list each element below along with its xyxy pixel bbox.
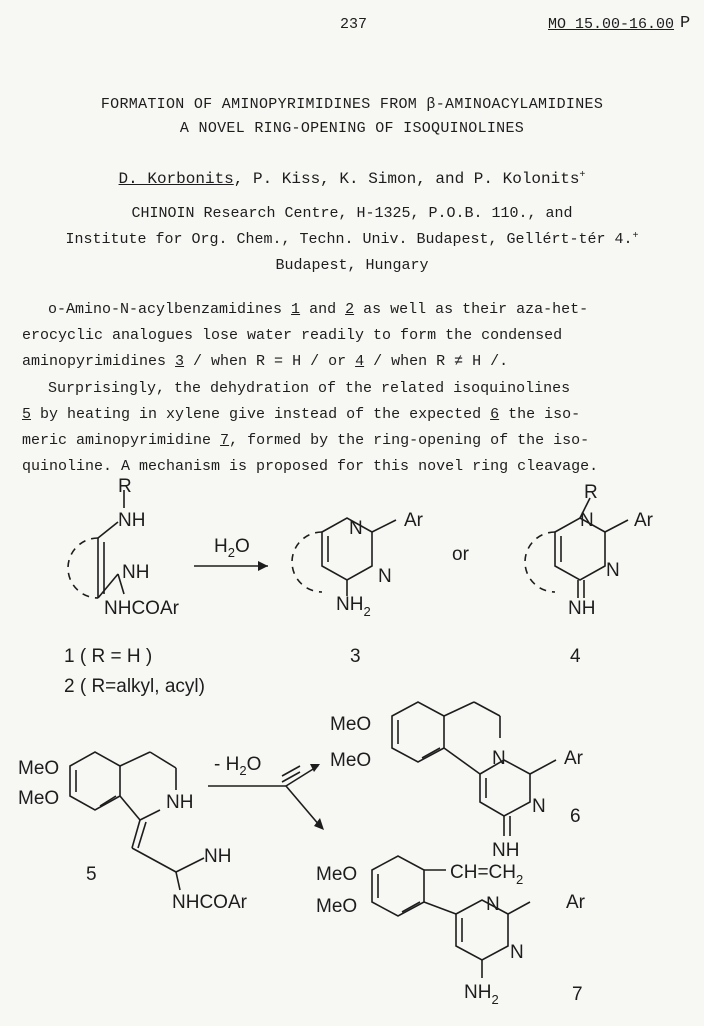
- compound-label-3: 3: [350, 646, 361, 667]
- imine-nh-label: NH: [204, 846, 232, 867]
- compound-label-2: 2 ( R=alkyl, acyl): [64, 676, 205, 697]
- compound-label-6: 6: [570, 806, 581, 827]
- affiliation-line-2: Institute for Org. Chem., Techn. Univ. Budapest, Gellért-tér 4.+: [65, 231, 639, 248]
- n-atom: N: [532, 796, 546, 817]
- r-group: R: [584, 482, 598, 503]
- dehydration-arrows: [208, 754, 324, 830]
- session-letter: P: [680, 14, 691, 33]
- nh-label: NH: [166, 792, 194, 813]
- ar-group: Ar: [634, 510, 653, 531]
- session-time: MO 15.00-16.00: [548, 16, 675, 33]
- n-atom: N: [580, 510, 594, 531]
- amino-label: $NH_2$: [464, 982, 499, 1007]
- compound-label-4: 4: [570, 646, 581, 667]
- svg-text:NH2: $NH_2$: [336, 594, 371, 619]
- dashed-ring: [68, 538, 98, 598]
- compound-ref: 6: [490, 406, 500, 423]
- nhcoar-label: NHCOAr: [172, 892, 247, 913]
- dehydration-arrow: [194, 536, 268, 571]
- dashed-ring: [292, 532, 322, 592]
- methoxy-label: MeO: [316, 896, 358, 917]
- dashed-ring: [525, 532, 555, 592]
- compound-5-structure: [18, 752, 248, 913]
- compound-ref: 7: [220, 432, 230, 449]
- ar-group: Ar: [566, 892, 585, 913]
- author-mark: +: [579, 170, 586, 181]
- ar-group: Ar: [404, 510, 423, 531]
- ar-group: Ar: [564, 748, 583, 769]
- compound-label-7: 7: [572, 984, 583, 1005]
- abstract-line: 5 by heating in xylene give instead of the expected 6 the iso-: [22, 406, 581, 423]
- imine-nh-label: NH: [122, 562, 150, 583]
- compound-4-structure: [525, 482, 654, 619]
- affiliation-line-3: Budapest, Hungary: [275, 257, 429, 274]
- abstract-line: quinoline. A mechanism is proposed for this novel ring cleavage.: [22, 458, 599, 475]
- methoxy-label: MeO: [330, 750, 372, 771]
- page-number: 237: [340, 16, 368, 33]
- abstract-line: o-Amino-N-acylbenzamidines 1 and 2 as well as their aza-het-: [48, 301, 589, 318]
- title-line-1: FORMATION OF AMINOPYRIMIDINES FROM β-AMINOACYLAMIDINES: [100, 96, 604, 113]
- compound-ref: 1: [291, 301, 301, 318]
- nhcoar-label: NHCOAr: [104, 598, 179, 619]
- n-atom: N: [492, 748, 506, 769]
- vinyl-group: $CH=CH_2$: [450, 862, 524, 887]
- compound-ref: 3: [175, 353, 185, 370]
- compound-label-1: 1 ( R = H ): [64, 646, 153, 667]
- methoxy-label: MeO: [330, 714, 372, 735]
- abstract-line: meric aminopyrimidine 7, formed by the ring-opening of the iso-: [22, 432, 590, 449]
- n-atom: N: [378, 566, 392, 587]
- compound-6-structure: [330, 702, 584, 861]
- n-atom: N: [510, 942, 524, 963]
- n-atom: N: [486, 894, 500, 915]
- nh-label: NH: [118, 510, 146, 531]
- compound-1-2-structure: [68, 476, 180, 619]
- r-group: R: [118, 476, 132, 497]
- affiliation-mark: +: [632, 231, 639, 242]
- compound-label-5: 5: [86, 864, 97, 885]
- abstract-line: Surprisingly, the dehydration of the related isoquinolines: [48, 380, 571, 397]
- compound-3-structure: [292, 510, 424, 619]
- compound-ref: 4: [355, 353, 365, 370]
- or-label: or: [452, 544, 469, 565]
- abstract-line: aminopyrimidines 3 / when R = H / or 4 / when R ≠ H /.: [22, 353, 509, 370]
- compound-ref: 2: [345, 301, 355, 318]
- methoxy-label: MeO: [18, 788, 60, 809]
- presenting-author: D. Korbonits: [118, 170, 234, 188]
- svg-text:- H2O: - $H_2O$: [214, 754, 262, 778]
- n-atom: N: [349, 518, 363, 539]
- imine-nh-label: NH: [568, 598, 596, 619]
- co-authors: , P. Kiss, K. Simon, and P. Kolonits: [233, 170, 580, 188]
- svg-text:H2O: $H_2O$: [214, 536, 250, 560]
- title-line-2: A NOVEL RING-OPENING OF ISOQUINOLINES: [179, 120, 525, 137]
- compound-7-structure: [316, 856, 586, 1007]
- methoxy-label: MeO: [18, 758, 60, 779]
- methoxy-label: MeO: [316, 864, 358, 885]
- imine-nh-label: NH: [492, 840, 520, 861]
- abstract-line: erocyclic analogues lose water readily to form the condensed: [22, 327, 563, 344]
- n-atom: N: [606, 560, 620, 581]
- compound-ref: 5: [22, 406, 32, 423]
- affiliation-line-1: CHINOIN Research Centre, H-1325, P.O.B. 110., and: [131, 205, 573, 222]
